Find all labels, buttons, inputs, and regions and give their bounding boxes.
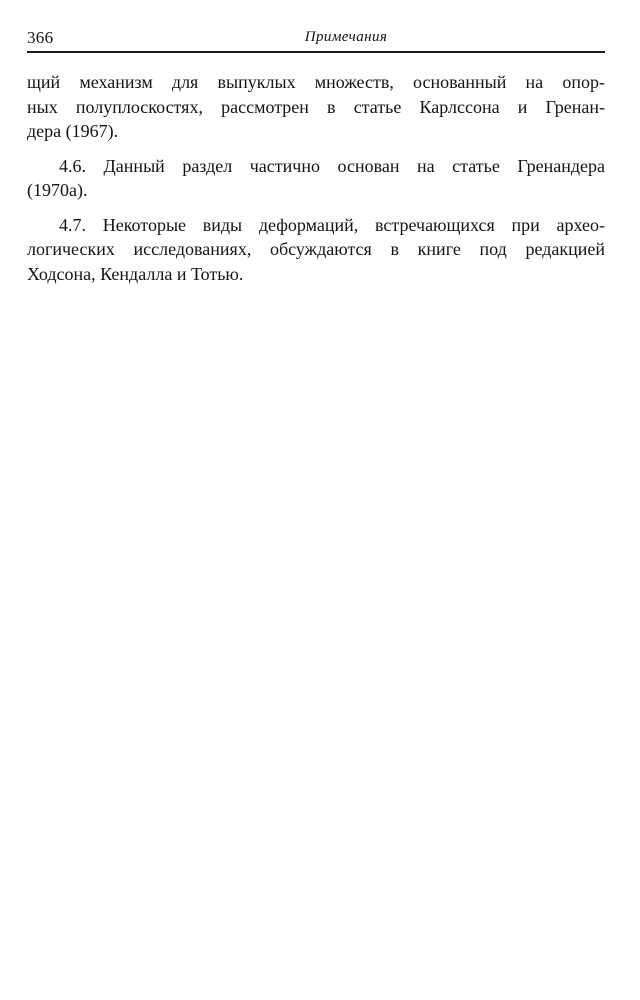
running-title: Примечания xyxy=(304,29,388,45)
text-line: ных полуплоскостях, рассмотрен в статье Карлссона и Гренан- xyxy=(27,96,605,117)
note-continuation-paragraph xyxy=(27,70,605,144)
text-line: 4.7. Некоторые виды деформаций, встречающихся при археo- xyxy=(59,214,605,235)
notes-body xyxy=(27,70,605,296)
text-line: 4.6. Данный раздел частично основан на статье Гренандера xyxy=(59,155,605,176)
header-rule xyxy=(27,51,605,53)
page-number: 366 xyxy=(27,28,54,47)
running-head xyxy=(27,28,605,50)
text-line: логических исследованиях, обсуждаются в книге под редакцией xyxy=(27,239,605,259)
text-line: щий механизм для выпуклых множеств, основанный на опор- xyxy=(27,72,605,92)
text-line: (1970а). xyxy=(27,180,88,200)
text-line: дера (1967). xyxy=(27,121,119,141)
note-4-7-paragraph xyxy=(27,213,605,287)
text-line: Ходсона, Кендалла и Тотью. xyxy=(27,263,244,284)
note-4-6-paragraph xyxy=(27,154,605,203)
